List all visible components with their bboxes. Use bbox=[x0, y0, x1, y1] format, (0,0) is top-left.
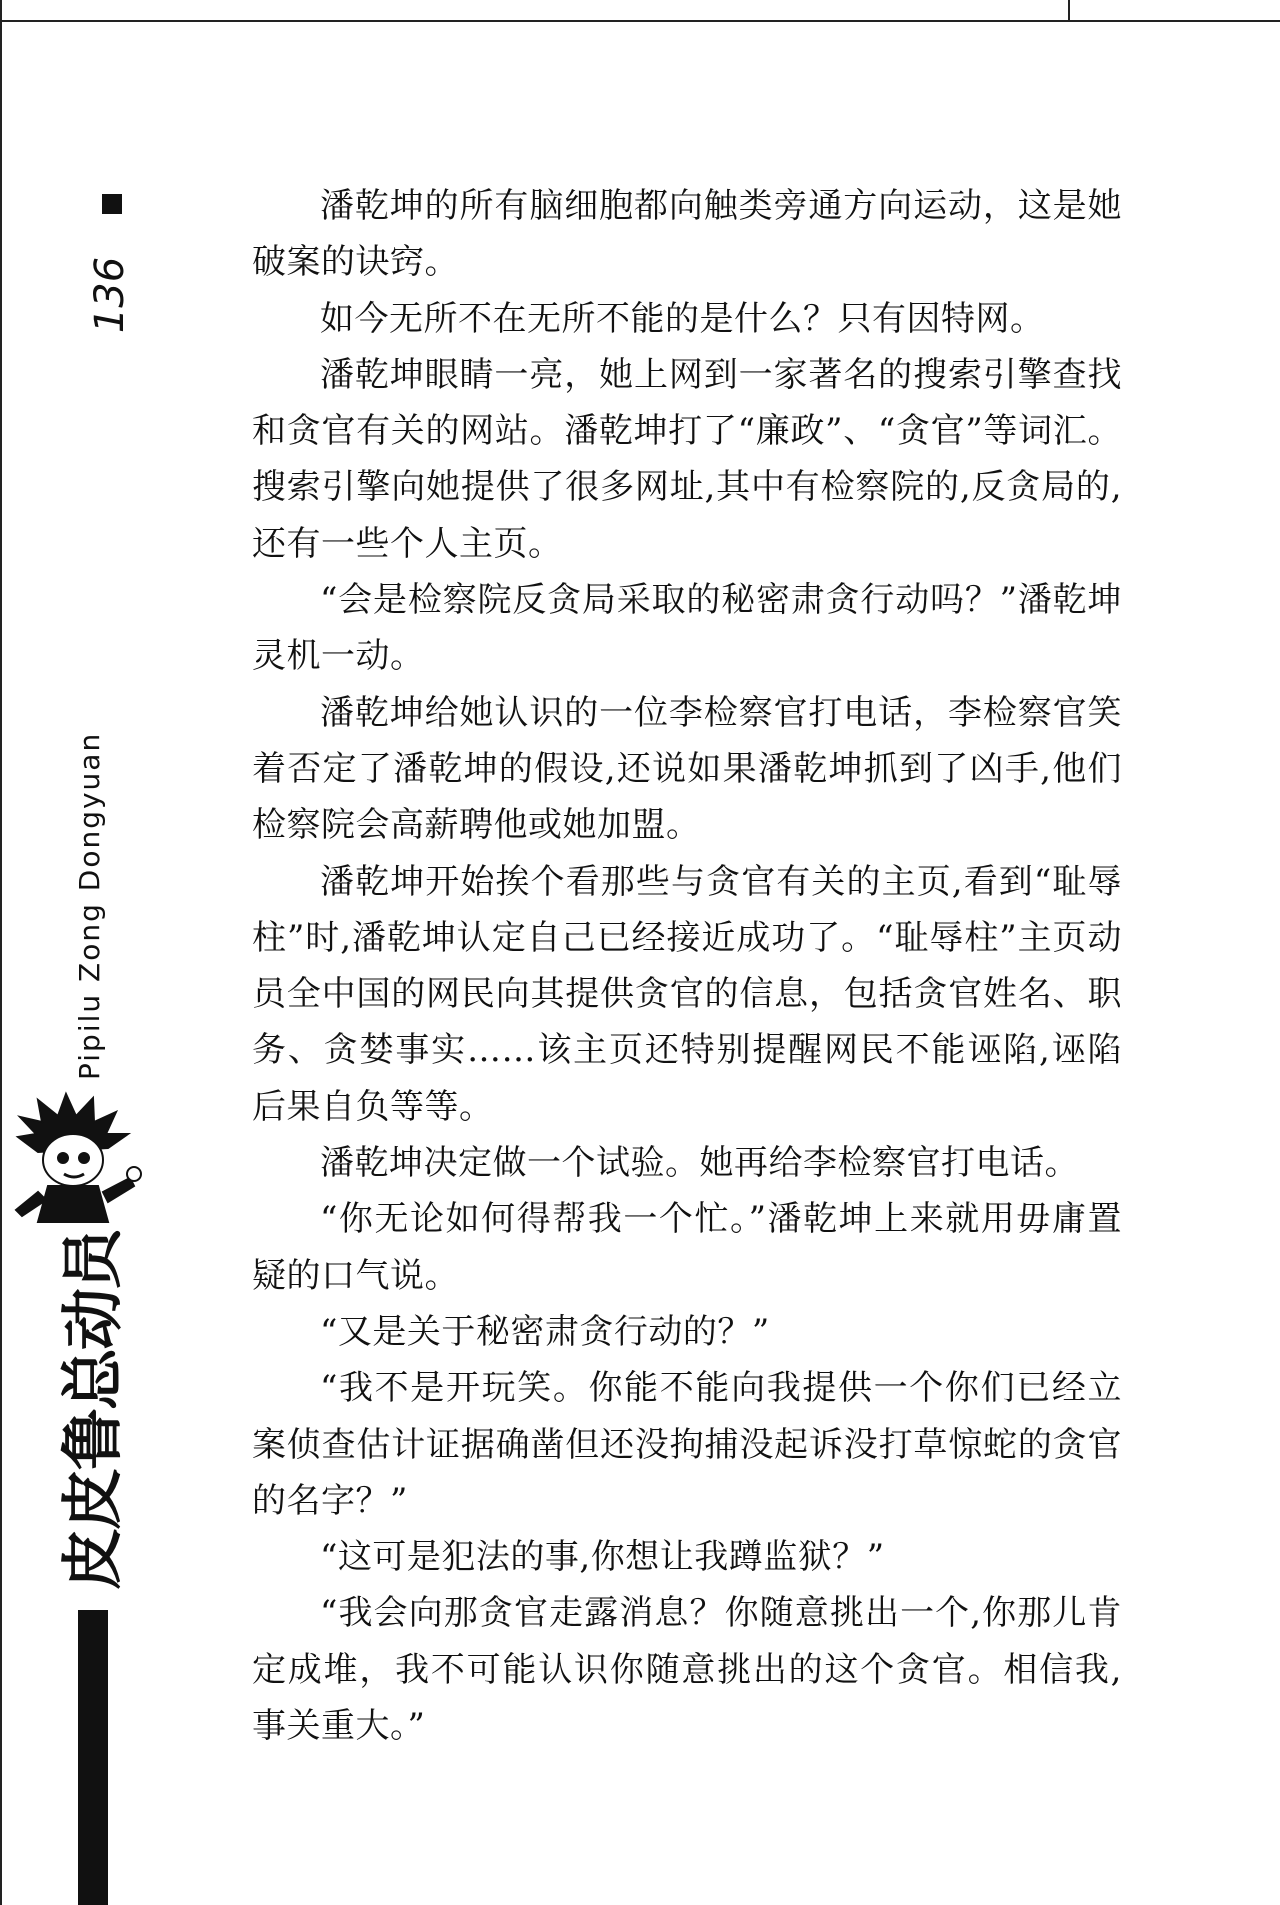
paragraph: 潘乾坤开始挨个看那些与贪官有关的主页,看到“耻辱柱”时,潘乾坤认定自己已经接近成功了。“耻辱柱”主页动员全中国的网民向其提供贪官的信息，包括贪官姓名、职务、贪婪事实……该主页还特别提醒网民不能诬陷,诬陷后果自负等等。 bbox=[252, 861, 1122, 1127]
margin-square-marker bbox=[102, 194, 122, 214]
paragraph: 潘乾坤给她认识的一位李检察官打电话，李检察官笑着否定了潘乾坤的假设,还说如果潘乾坤抓到了凶手,他们检察院会高薪聘他或她加盟。 bbox=[252, 692, 1122, 846]
top-rule bbox=[0, 20, 1280, 22]
margin-black-bar bbox=[78, 1610, 108, 1905]
paragraph: “会是检察院反贪局采取的秘密肃贪行动吗？”潘乾坤灵机一动。 bbox=[252, 580, 1122, 677]
paragraph: “你无论如何得帮我一个忙。”潘乾坤上来就用毋庸置疑的口气说。 bbox=[252, 1199, 1122, 1296]
paragraph: 潘乾坤决定做一个试验。她再给李检察官打电话。 bbox=[320, 1143, 1079, 1184]
paragraph: “我会向那贪官走露消息？你随意挑出一个,你那儿肯定成堆，我不可能认识你随意挑出的这个贪官。相信我,事关重大。” bbox=[252, 1593, 1122, 1747]
page-number: 136 bbox=[87, 256, 133, 334]
paragraph: 如今无所不在无所不能的是什么？只有因特网。 bbox=[320, 298, 1045, 339]
paragraph: 潘乾坤眼睛一亮，她上网到一家著名的搜索引擎查找和贪官有关的网站。潘乾坤打了“廉政”、“贪官”等词汇。搜索引擎向她提供了很多网址,其中有检察院的,反贪局的,还有一些个人主页。 bbox=[252, 354, 1122, 564]
series-title: 皮皮鲁总动员 bbox=[56, 1229, 129, 1590]
left-rule bbox=[0, 0, 2, 1905]
paragraph: “我不是开玩笑。你能不能向我提供一个你们已经立案侦查估计证据确凿但还没拘捕没起诉没打草惊蛇的贪官的名字？” bbox=[252, 1368, 1122, 1521]
paragraph: “又是关于秘密肃贪行动的？” bbox=[320, 1311, 770, 1352]
cartoon-boy-mascot-icon bbox=[8, 1082, 143, 1232]
body-text bbox=[252, 178, 1122, 1754]
running-title: Pipilu Zong Dongyuan bbox=[73, 731, 106, 1080]
paragraph: “这可是犯法的事,你想让我蹲监狱？” bbox=[320, 1537, 885, 1578]
top-tick-mark bbox=[1068, 0, 1070, 20]
paragraph: 潘乾坤的所有脑细胞都向触类旁通方向运动，这是她破案的诀窍。 bbox=[252, 186, 1122, 283]
